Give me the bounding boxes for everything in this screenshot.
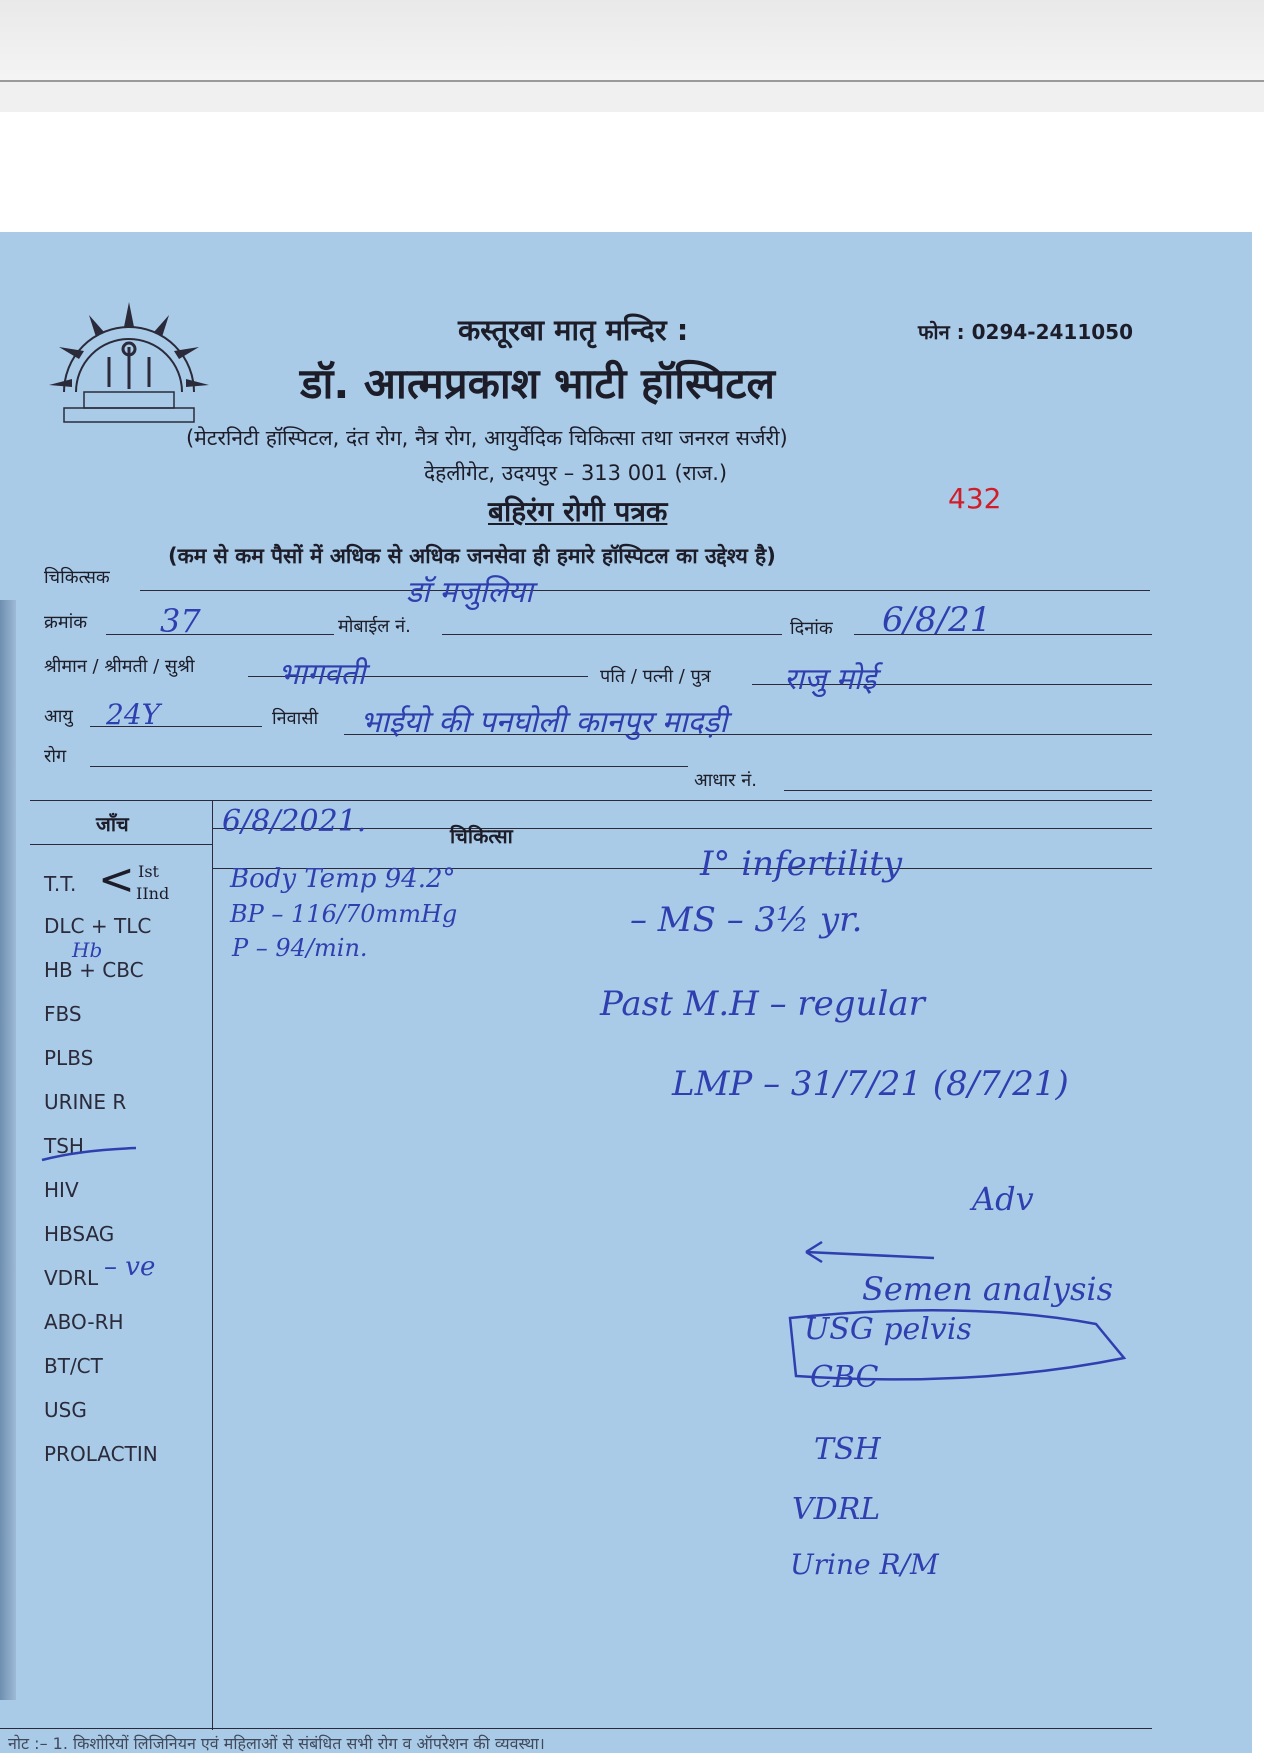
disease-label: रोग bbox=[44, 746, 67, 767]
aadhar-line bbox=[784, 790, 1152, 791]
age-label: आयु bbox=[44, 706, 73, 727]
form-title: बहिरंग रोगी पत्रक bbox=[488, 495, 668, 528]
test-item: DLC + TLC bbox=[44, 914, 152, 938]
note-tsh: TSH bbox=[814, 1432, 881, 1467]
test-item: PLBS bbox=[44, 1046, 94, 1070]
vdrl-tick-note: – ve bbox=[104, 1252, 156, 1282]
note-urine: Urine R/M bbox=[790, 1548, 939, 1581]
binder-edge bbox=[0, 600, 16, 1700]
vital-pulse: P – 94/min. bbox=[232, 934, 368, 962]
test-item: PROLACTIN bbox=[44, 1442, 158, 1466]
scan-top-edge bbox=[0, 0, 1264, 80]
disease-line bbox=[90, 766, 688, 767]
test-item: BT/CT bbox=[44, 1354, 103, 1378]
vital-bp: BP – 116/70mmHg bbox=[230, 900, 458, 928]
vital-temp: Body Temp 94.2° bbox=[230, 864, 456, 894]
date-value: 6/8/21 bbox=[882, 600, 992, 640]
note-usg: USG pelvis bbox=[804, 1312, 972, 1347]
residence-value: भाईयो की पनघोली कानपुर मादड़ी bbox=[360, 705, 728, 740]
test-item: TSH bbox=[44, 1134, 84, 1158]
treatment-date: 6/8/2021. bbox=[222, 804, 367, 839]
note-marriage: – MS – 3½ yr. bbox=[630, 900, 863, 940]
age-value: 24Y bbox=[106, 698, 161, 731]
tt-second: IInd bbox=[136, 884, 170, 903]
test-item: FBS bbox=[44, 1002, 82, 1026]
phone-number: फोन : 0294-2411050 bbox=[918, 320, 1134, 344]
note-cbc: CBC bbox=[810, 1360, 879, 1395]
tests-header-line bbox=[30, 844, 212, 845]
serial-line bbox=[106, 634, 334, 635]
note-lmp: LMP – 31/7/21 (8/7/21) bbox=[672, 1064, 1069, 1104]
services-line: (मेटरनिटी हॉस्पिटल, दंत रोग, नैत्र रोग, आयुर्वेदिक चिकित्सा तथा जनरल सर्जरी) bbox=[186, 426, 788, 450]
treatment-header: चिकित्सा bbox=[450, 824, 513, 848]
hb-margin-note: Hb bbox=[72, 938, 103, 962]
tt-first: Ist bbox=[138, 862, 159, 881]
opd-card bbox=[0, 232, 1252, 1753]
date-label: दिनांक bbox=[790, 618, 833, 639]
serial-number: 432 bbox=[948, 482, 1002, 515]
test-item: URINE R bbox=[44, 1090, 127, 1114]
hospital-name: डॉ. आत्मप्रकाश भाटी हॉस्पिटल bbox=[300, 359, 775, 408]
note-diagnosis: I° infertility bbox=[700, 844, 903, 884]
note-vdrl: VDRL bbox=[792, 1492, 881, 1527]
test-item: VDRL bbox=[44, 1266, 99, 1290]
scan-top-edge-2 bbox=[0, 80, 1264, 112]
footer-line bbox=[0, 1728, 1152, 1729]
header-line1: कस्तूरबा मातृ मन्दिर : bbox=[458, 313, 689, 347]
motto: (कम से कम पैसों में अधिक से अधिक जनसेवा ही हमारे हॉस्पिटल का उद्देश्य है) bbox=[168, 544, 776, 568]
table-top-line bbox=[30, 800, 1152, 801]
hospital-logo-icon bbox=[44, 297, 214, 432]
mobile-line bbox=[442, 634, 782, 635]
doctor-label: चिकित्सक bbox=[44, 567, 110, 588]
tsh-underline-icon bbox=[40, 1144, 140, 1164]
relation-label: पति / पत्नी / पुत्र bbox=[600, 666, 711, 687]
test-item: HB + CBC bbox=[44, 958, 144, 982]
test-item: USG bbox=[44, 1398, 87, 1422]
address-line: देहलीगेट, उदयपुर – 313 001 (राज.) bbox=[424, 461, 728, 485]
note-menstrual: Past M.H – regular bbox=[600, 984, 925, 1024]
footer-note: नोट :– 1. किशोरियों लिजिनियन एवं महिलाओं से संबंधित सभी रोग व ऑपरेशन की व्यवस्था। bbox=[8, 1734, 545, 1753]
serial-label: क्रमांक bbox=[44, 612, 88, 633]
arrow-icon bbox=[800, 1232, 940, 1272]
tt-label: T.T. bbox=[44, 872, 77, 896]
residence-label: निवासी bbox=[272, 708, 319, 729]
aadhar-label: आधार नं. bbox=[694, 770, 757, 791]
relation-value: राजु मोई bbox=[784, 662, 877, 697]
tests-header: जाँच bbox=[96, 812, 129, 836]
note-semen: Semen analysis bbox=[862, 1270, 1114, 1308]
doctor-value: डॉ मजुलिया bbox=[406, 575, 533, 610]
test-item: HIV bbox=[44, 1178, 79, 1202]
note-advice: Adv bbox=[972, 1180, 1034, 1218]
mobile-label: मोबाईल नं. bbox=[338, 616, 411, 637]
column-divider bbox=[212, 800, 213, 1730]
name-label: श्रीमान / श्रीमती / सुश्री bbox=[44, 656, 195, 677]
test-item: HBSAG bbox=[44, 1222, 115, 1246]
tt-bracket: < bbox=[98, 854, 135, 905]
test-item: ABO-RH bbox=[44, 1310, 124, 1334]
doctor-line bbox=[140, 590, 1150, 591]
name-value: भागवती bbox=[278, 657, 366, 692]
usg-circle-icon bbox=[776, 1306, 1136, 1396]
serial-value: 37 bbox=[160, 602, 201, 640]
